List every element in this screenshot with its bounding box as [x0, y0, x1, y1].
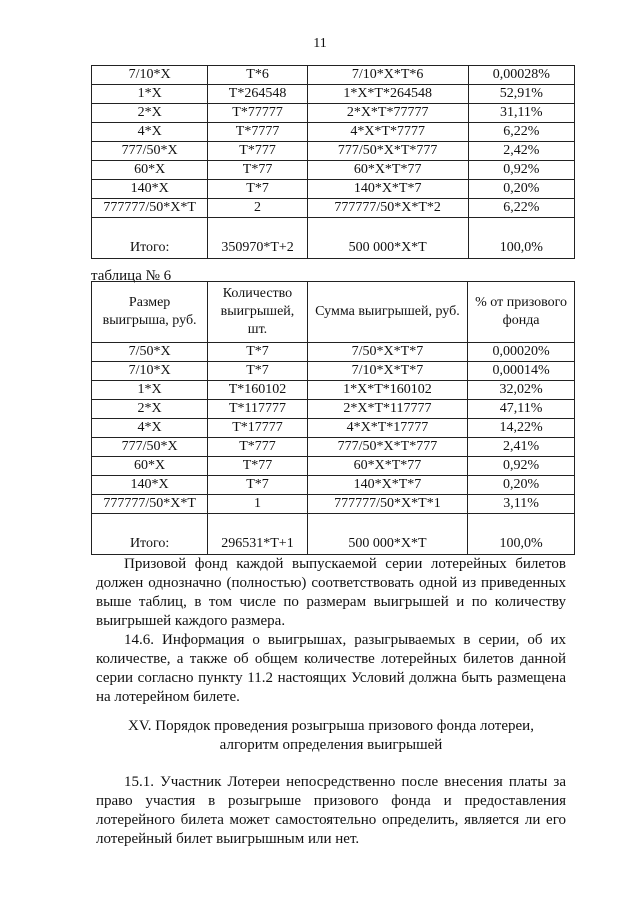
table-cell: 60*X	[92, 457, 208, 476]
table-cell: 140*X	[92, 476, 208, 495]
table-cell: 0,20%	[468, 476, 575, 495]
table-cell: 7/10*X	[92, 362, 208, 381]
table-row	[92, 343, 575, 362]
paragraph-14-6: 14.6. Информация о выигрышах, разыгрываемых в серии, об их количестве, а также об общем количестве лотерейных билетов данной серии согласно пункту 11.2 настоящих Условий должна быть размещена на лотерейном билете.	[96, 632, 566, 705]
table-cell: 0,20%	[468, 180, 574, 199]
table-cell: 777777/50*X*T*2	[307, 199, 468, 218]
table-cell: 1*X	[92, 85, 208, 104]
prize-table-previous	[91, 65, 575, 259]
table-row	[92, 161, 575, 180]
table-cell: 52,91%	[468, 85, 574, 104]
table-cell: 3,11%	[468, 495, 575, 514]
table-cell: T*77777	[208, 104, 307, 123]
table-cell: T*7	[208, 362, 308, 381]
table-row	[92, 381, 575, 400]
table-cell: 2*X	[92, 104, 208, 123]
table-row	[92, 438, 575, 457]
table-cell: T*777	[208, 438, 308, 457]
table-row	[92, 123, 575, 142]
table-cell: 140*X*T*7	[307, 476, 467, 495]
table-row	[92, 199, 575, 218]
table-cell: 4*X*T*17777	[307, 419, 467, 438]
table-cell: 32,02%	[468, 381, 575, 400]
table-cell: 4*X	[92, 123, 208, 142]
header-row	[92, 282, 575, 343]
table-cell: T*7	[208, 343, 308, 362]
table-cell: T*77	[208, 457, 308, 476]
table-cell: 7/10*X*T*7	[307, 362, 467, 381]
table-cell: T*7	[208, 180, 307, 199]
table-cell: 1*X	[92, 381, 208, 400]
table-cell: 1	[208, 495, 308, 514]
column-header: Сумма выигрышей, руб.	[307, 282, 467, 343]
table-cell: T*6	[208, 66, 307, 85]
table-cell: 60*X*T*77	[307, 161, 468, 180]
table-cell: 6,22%	[468, 123, 574, 142]
total-row	[92, 218, 575, 259]
total-row	[92, 514, 575, 555]
total-cell: 100,0%	[468, 218, 574, 259]
table-cell: 777/50*X*T*777	[307, 142, 468, 161]
table-cell: 7/50*X	[92, 343, 208, 362]
table-cell: 2*X*T*77777	[307, 104, 468, 123]
table-cell: 0,92%	[468, 161, 574, 180]
total-cell: Итого:	[92, 514, 208, 555]
table-cell: 2*X	[92, 400, 208, 419]
table-row	[92, 476, 575, 495]
section-heading-line2: алгоритм определения выигрышей	[219, 737, 443, 753]
table-cell: 7/10*X*T*6	[307, 66, 468, 85]
column-header: Количество выигрышей, шт.	[208, 282, 308, 343]
column-header: % от призового фонда	[468, 282, 575, 343]
page-number: 11	[313, 36, 327, 51]
column-header: Размер выигрыша, руб.	[92, 282, 208, 343]
table-cell: T*117777	[208, 400, 308, 419]
table-cell: 60*X*T*77	[307, 457, 467, 476]
table-cell: 2,41%	[468, 438, 575, 457]
total-cell: 296531*T+1	[208, 514, 308, 555]
table-cell: T*264548	[208, 85, 307, 104]
table-cell: 0,92%	[468, 457, 575, 476]
table-cell: 2*X*T*117777	[307, 400, 467, 419]
total-cell: 500 000*X*T	[307, 218, 468, 259]
table-cell: 4*X*T*7777	[307, 123, 468, 142]
table-cell: 140*X	[92, 180, 208, 199]
table-cell: 1*X*T*160102	[307, 381, 467, 400]
table-cell: 777777/50*X*T	[92, 199, 208, 218]
table-row	[92, 495, 575, 514]
table-row	[92, 142, 575, 161]
table-row	[92, 362, 575, 381]
table-cell: 6,22%	[468, 199, 574, 218]
table-cell: 777777/50*X*T	[92, 495, 208, 514]
table-row	[92, 457, 575, 476]
table-row	[92, 66, 575, 85]
table-cell: T*160102	[208, 381, 308, 400]
table-cell: T*777	[208, 142, 307, 161]
table-cell: 7/50*X*T*7	[307, 343, 467, 362]
total-cell: 100,0%	[468, 514, 575, 555]
table-cell: 777/50*X	[92, 438, 208, 457]
table-cell: 0,00014%	[468, 362, 575, 381]
table-cell: 0,00028%	[468, 66, 574, 85]
table-cell: 31,11%	[468, 104, 574, 123]
table-cell: 0,00020%	[468, 343, 575, 362]
paragraph-prize-fund: Призовой фонд каждой выпускаемой серии лотерейных билетов должен однозначно (полностью) соответствовать одной из приведенных выше таблиц, в том числе по размерам выигрышей и по количеству выигрышей каждого размера.	[96, 556, 566, 629]
table-cell: T*17777	[208, 419, 308, 438]
table-cell: 4*X	[92, 419, 208, 438]
table-row	[92, 400, 575, 419]
table-row	[92, 104, 575, 123]
table-cell: 60*X	[92, 161, 208, 180]
table-cell: 777/50*X*T*777	[307, 438, 467, 457]
table-cell: 140*X*T*7	[307, 180, 468, 199]
prize-table-6	[91, 281, 575, 555]
paragraph-15-1: 15.1. Участник Лотереи непосредственно после внесения платы за право участия в розыгрыше призового фонда и предоставления лотерейного билета может самостоятельно определить, является ли его лотерейный билет выигрышным или нет.	[96, 774, 566, 847]
table-cell: 7/10*X	[92, 66, 208, 85]
section-heading-line1: XV. Порядок проведения розыгрыша призового фонда лотереи,	[128, 718, 534, 734]
table-cell: 777/50*X	[92, 142, 208, 161]
table-cell: T*7	[208, 476, 308, 495]
table-row	[92, 180, 575, 199]
table-row	[92, 85, 575, 104]
table-cell: T*7777	[208, 123, 307, 142]
total-cell: Итого:	[92, 218, 208, 259]
total-cell: 500 000*X*T	[307, 514, 467, 555]
table-cell: 47,11%	[468, 400, 575, 419]
table-cell: 777777/50*X*T*1	[307, 495, 467, 514]
table-cell: T*77	[208, 161, 307, 180]
table-cell: 14,22%	[468, 419, 575, 438]
table-6-label: таблица № 6	[91, 268, 172, 284]
total-cell: 350970*T+2	[208, 218, 307, 259]
table-cell: 2	[208, 199, 307, 218]
table-cell: 2,42%	[468, 142, 574, 161]
table-cell: 1*X*T*264548	[307, 85, 468, 104]
table-row	[92, 419, 575, 438]
